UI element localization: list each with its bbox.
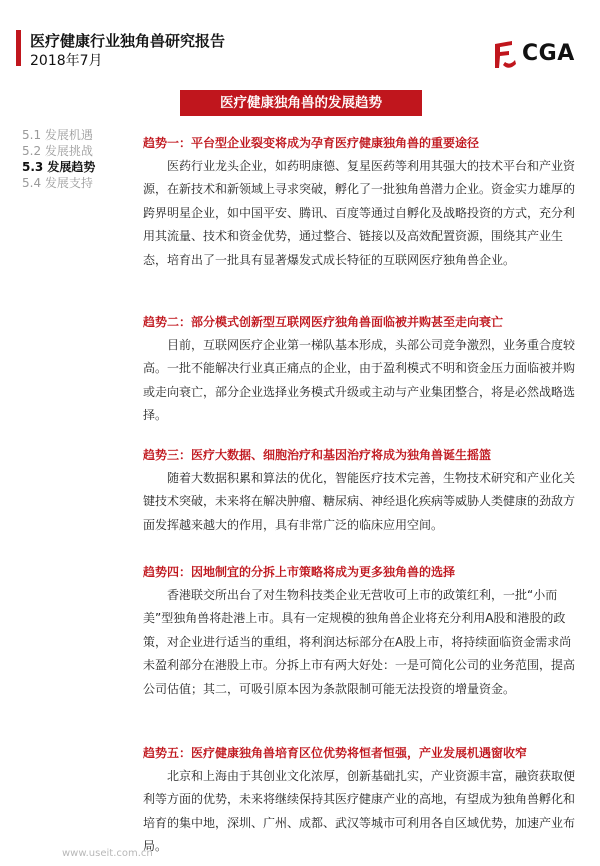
side-nav xyxy=(22,127,95,191)
trend-body: 随着大数据积累和算法的优化，智能医疗技术完善，生物技术研究和产业化关键技术突破，未来将在解决肿瘤、糖尿病、神经退化疾病等威胁人类健康的劲敌方面发挥越来越大的作用，具有非常广泛的临床应用空间。 xyxy=(143,471,576,532)
trend-body: 目前，互联网医疗企业第一梯队基本形成，头部公司竞争激烈，业务重合度较高。一批不能解决行业真正痛点的企业，由于盈利模式不明和资金压力面临被并购或走向衰亡，部分企业选择业务模式升级或主动与产业集团整合，将是必然战略选择。 xyxy=(143,338,576,423)
cga-logo xyxy=(492,40,584,72)
trend-title: 趋势二：部分模式创新型互联网医疗独角兽面临被并购甚至走向衰亡 xyxy=(143,315,504,329)
nav-item-5-4[interactable]: 5.4 发展支持 xyxy=(22,176,93,190)
watermark: www.useit.com.cn xyxy=(62,848,153,859)
trend-section-2 xyxy=(143,313,583,428)
trend-body: 北京和上海由于其创业文化浓厚，创新基础扎实，产业资源丰富，融资获取便利等方面的优势，未来将继续保持其医疗健康产业的高地，有望成为独角兽孵化和培育的集中地，深圳、广州、成都、武汉等城市可利用各自区域优势，加速产业布局。 xyxy=(143,769,576,854)
trend-section-5 xyxy=(143,744,583,859)
trend-body: 医药行业龙头企业，如药明康德、复星医药等利用其强大的技术平台和产业资源，在新技术和新领域上寻求突破，孵化了一批独角兽潜力企业。资金实力雄厚的跨界明星企业，如中国平安、腾讯、百度等通过自孵化及战略投资的方式，充分利用其流量、技术和资金优势，通过整合、链接以及高效配置资源，围绕其产业生态，培育出了一批具有显著爆发式成长特征的互联网医疗独角兽企业。 xyxy=(143,159,576,267)
report-date: 2018年7月 xyxy=(30,53,103,69)
report-title: 医疗健康行业独角兽研究报告 xyxy=(30,32,226,50)
trend-body: 香港联交所出台了对生物科技类企业无营收可上市的政策红利，一批“小而美”型独角兽将赴港上市。具有一定规模的独角兽企业将充分利用A股和港股的政策，对企业进行适当的重组，将利润达标部分在A股上市，将持续面临资金需求尚未盈利部分在港股上市。分拆上市有两大好处：一是可简化公司的业务范围，提高公司估值；其二，可吸引原本因为条款限制可能无法投资的增量资金。 xyxy=(143,588,576,696)
trend-title: 趋势三：医疗大数据、细胞治疗和基因治疗将成为独角兽诞生摇篮 xyxy=(143,448,492,462)
trend-section-3 xyxy=(143,446,583,537)
trend-title: 趋势四：因地制宜的分拆上市策略将成为更多独角兽的选择 xyxy=(143,565,456,579)
logo-text: CGA xyxy=(522,41,575,66)
trend-title: 趋势五：医疗健康独角兽培育区位优势将恒者恒强，产业发展机遇窗收窄 xyxy=(143,746,528,760)
trend-section-4 xyxy=(143,563,583,701)
header-accent-bar xyxy=(16,30,21,66)
nav-item-5-3[interactable]: 5.3 发展趋势 xyxy=(22,160,96,174)
trend-title: 趋势一：平台型企业裂变将成为孕育医疗健康独角兽的重要途径 xyxy=(143,136,480,150)
cga-logo-icon xyxy=(492,40,518,70)
section-title-banner: 医疗健康独角兽的发展趋势 xyxy=(180,90,422,116)
trend-section-1 xyxy=(143,134,583,272)
nav-item-5-2[interactable]: 5.2 发展挑战 xyxy=(22,144,93,158)
nav-item-5-1[interactable]: 5.1 发展机遇 xyxy=(22,128,93,142)
